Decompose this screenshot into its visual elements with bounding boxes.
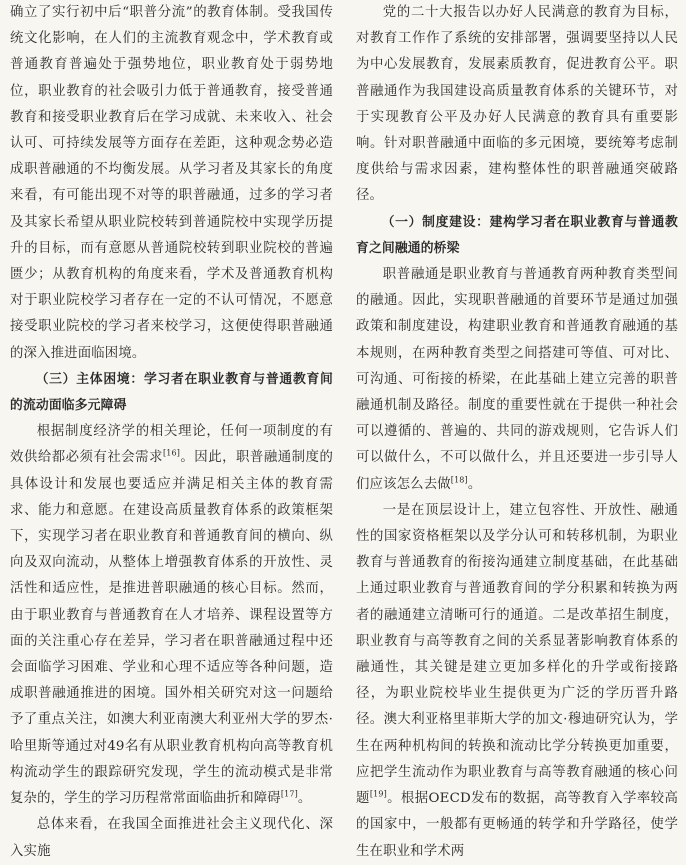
right-paragraph-3 — [356, 498, 678, 865]
left-paragraph-2 — [10, 419, 333, 812]
citation-19: [19] — [369, 789, 387, 799]
right-paragraph-1: 党的二十大报告以办好人民满意的教育为目标，对教育工作作了系统的安排部署，强调要坚持以人民为中心发展教育，发展素质教育，促进教育公平。职普融通作为我国建设高质量教育体系的关键环节，对于实现教育公平及办好人民满意的教育具有重要影响。针对职普融通中面临的多元困境，要统筹考虑制度供给与需求因素，建构整体性的职普融通突破路径。 — [356, 5, 678, 204]
left-paragraph-2-text: 根据制度经济学的相关理论，任何一项制度的有效供给都必须有社会需求 — [10, 424, 333, 466]
citation-16: [16] — [162, 448, 181, 458]
citation-18: [18] — [450, 475, 468, 485]
right-paragraph-3-end: 。根据OECD发布的数据，高等教育入学率较高的国家中，一般都有更畅通的转学和升学路径，使学生在职业和学术两 — [356, 791, 678, 859]
left-paragraph-2-rest: 。因此，职普融通制度的具体设计和发展也要适应并满足相关主体的教育需求、能力和意愿。在建设高质量教育体系的政策框架下，实现学习者在职业教育和普通教育间的横向、纵向及双向流动，从整体上增强教育体系的开放性、灵活性和适应性，是推进普职融通的核心目标。然而，由于职业教育与普通教育在人才培养、课程设置等方面的关注重心存在差异，学习者在职普融通过程中还会面临学习困难、学业和心理不适应等各种问题，造成职普融通推进的困境。国外相关研究对这一问题给予了重点关注，如澳大利亚南澳大利亚州大学的罗杰·哈里斯等通过对49名有从职业教育机构向高等教育机构流动学生的跟踪研究发现，学生的流动模式是非常复杂的，学生的学习历程常常面临曲折和障碍 — [10, 450, 333, 807]
section-heading-institution-building: （一）制度建设：建构学习者在职业教育与普通教育之间融通的桥梁 — [356, 214, 678, 256]
left-paragraph-3: 总体来看，在我国全面推进社会主义现代化、深入实施 — [10, 817, 333, 859]
right-column — [356, 0, 678, 865]
left-paragraph-1: 确立了实行初中后“职普分流”的教育体制。受我国传统文化影响，在人们的主流教育观念中，学术教育或普通教育普遍处于强势地位，职业教育处于弱势地位，职业教育的社会吸引力低于普通教育，接受普通教育和接受职业教育后在学习成就、未来收入、社会认可、可持续发展等方面存在差距，这种观念势必造成职普融通的不均衡发展。从学习者及其家长的角度来看，有可能出现不对等的职普融通，过多的学习者及其家长希望从职业院校转到普通院校中实现学历提升的目标，而有意愿从普通院校转到职业院校的普遍匮少；从教育机构的角度来看，学术及普通教育机构对于职业院校学习者存在一定的不认可情况，不愿意接受职业院校的学习者来校学习，这便使得职普融通的深入推进面临困境。 — [10, 5, 333, 361]
right-paragraph-2-end: 。 — [467, 476, 482, 492]
left-column — [10, 0, 333, 865]
right-paragraph-2 — [356, 262, 678, 498]
section-heading-subject-dilemma: （三）主体困境：学习者在职业教育与普通教育间的流动面临多元障碍 — [10, 371, 333, 414]
left-paragraph-2-end: 。 — [297, 791, 312, 807]
right-paragraph-2-text: 职普融通是职业教育与普通教育两种教育类型间的融通。因此，实现职普融通的首要环节是通过加强政策和制度建设，构建职业教育和普通教育融通的基本规则，在两种教育类型之间搭建可等值、可对比、可沟通、可衔接的桥梁，在此基础上建立完善的职普融通机制及路径。制度的重要性就在于提供一种社会可以遵循的、普遍的、共同的游戏规则，它告诉人们可以做什么，不可以做什么，并且还要进一步引导人们应该怎么去做 — [356, 267, 678, 492]
citation-17: [17] — [280, 789, 298, 799]
right-paragraph-3-text: 一是在顶层设计上，建立包容性、开放性、融通性的国家资格框架以及学分认可和转移机制，为职业教育与普通教育的衔接沟通建立制度基础，在此基础上通过职业教育与普通教育间的学分积累和转换为两者的融通建立清晰可行的通道。二是改革招生制度，职业教育与高等教育之间的关系显著影响教育体系的融通性，其关键是建立更加多样化的升学或衔接路径，为职业院校毕业生提供更为广泛的学历晋升路径。澳大利亚格里菲斯大学的加文·穆迪研究认为，学生在两种机构间的转换和流动比学分转换更加重要，应把学生流动作为职业教育与高等教育融通的核心问题 — [356, 502, 678, 807]
